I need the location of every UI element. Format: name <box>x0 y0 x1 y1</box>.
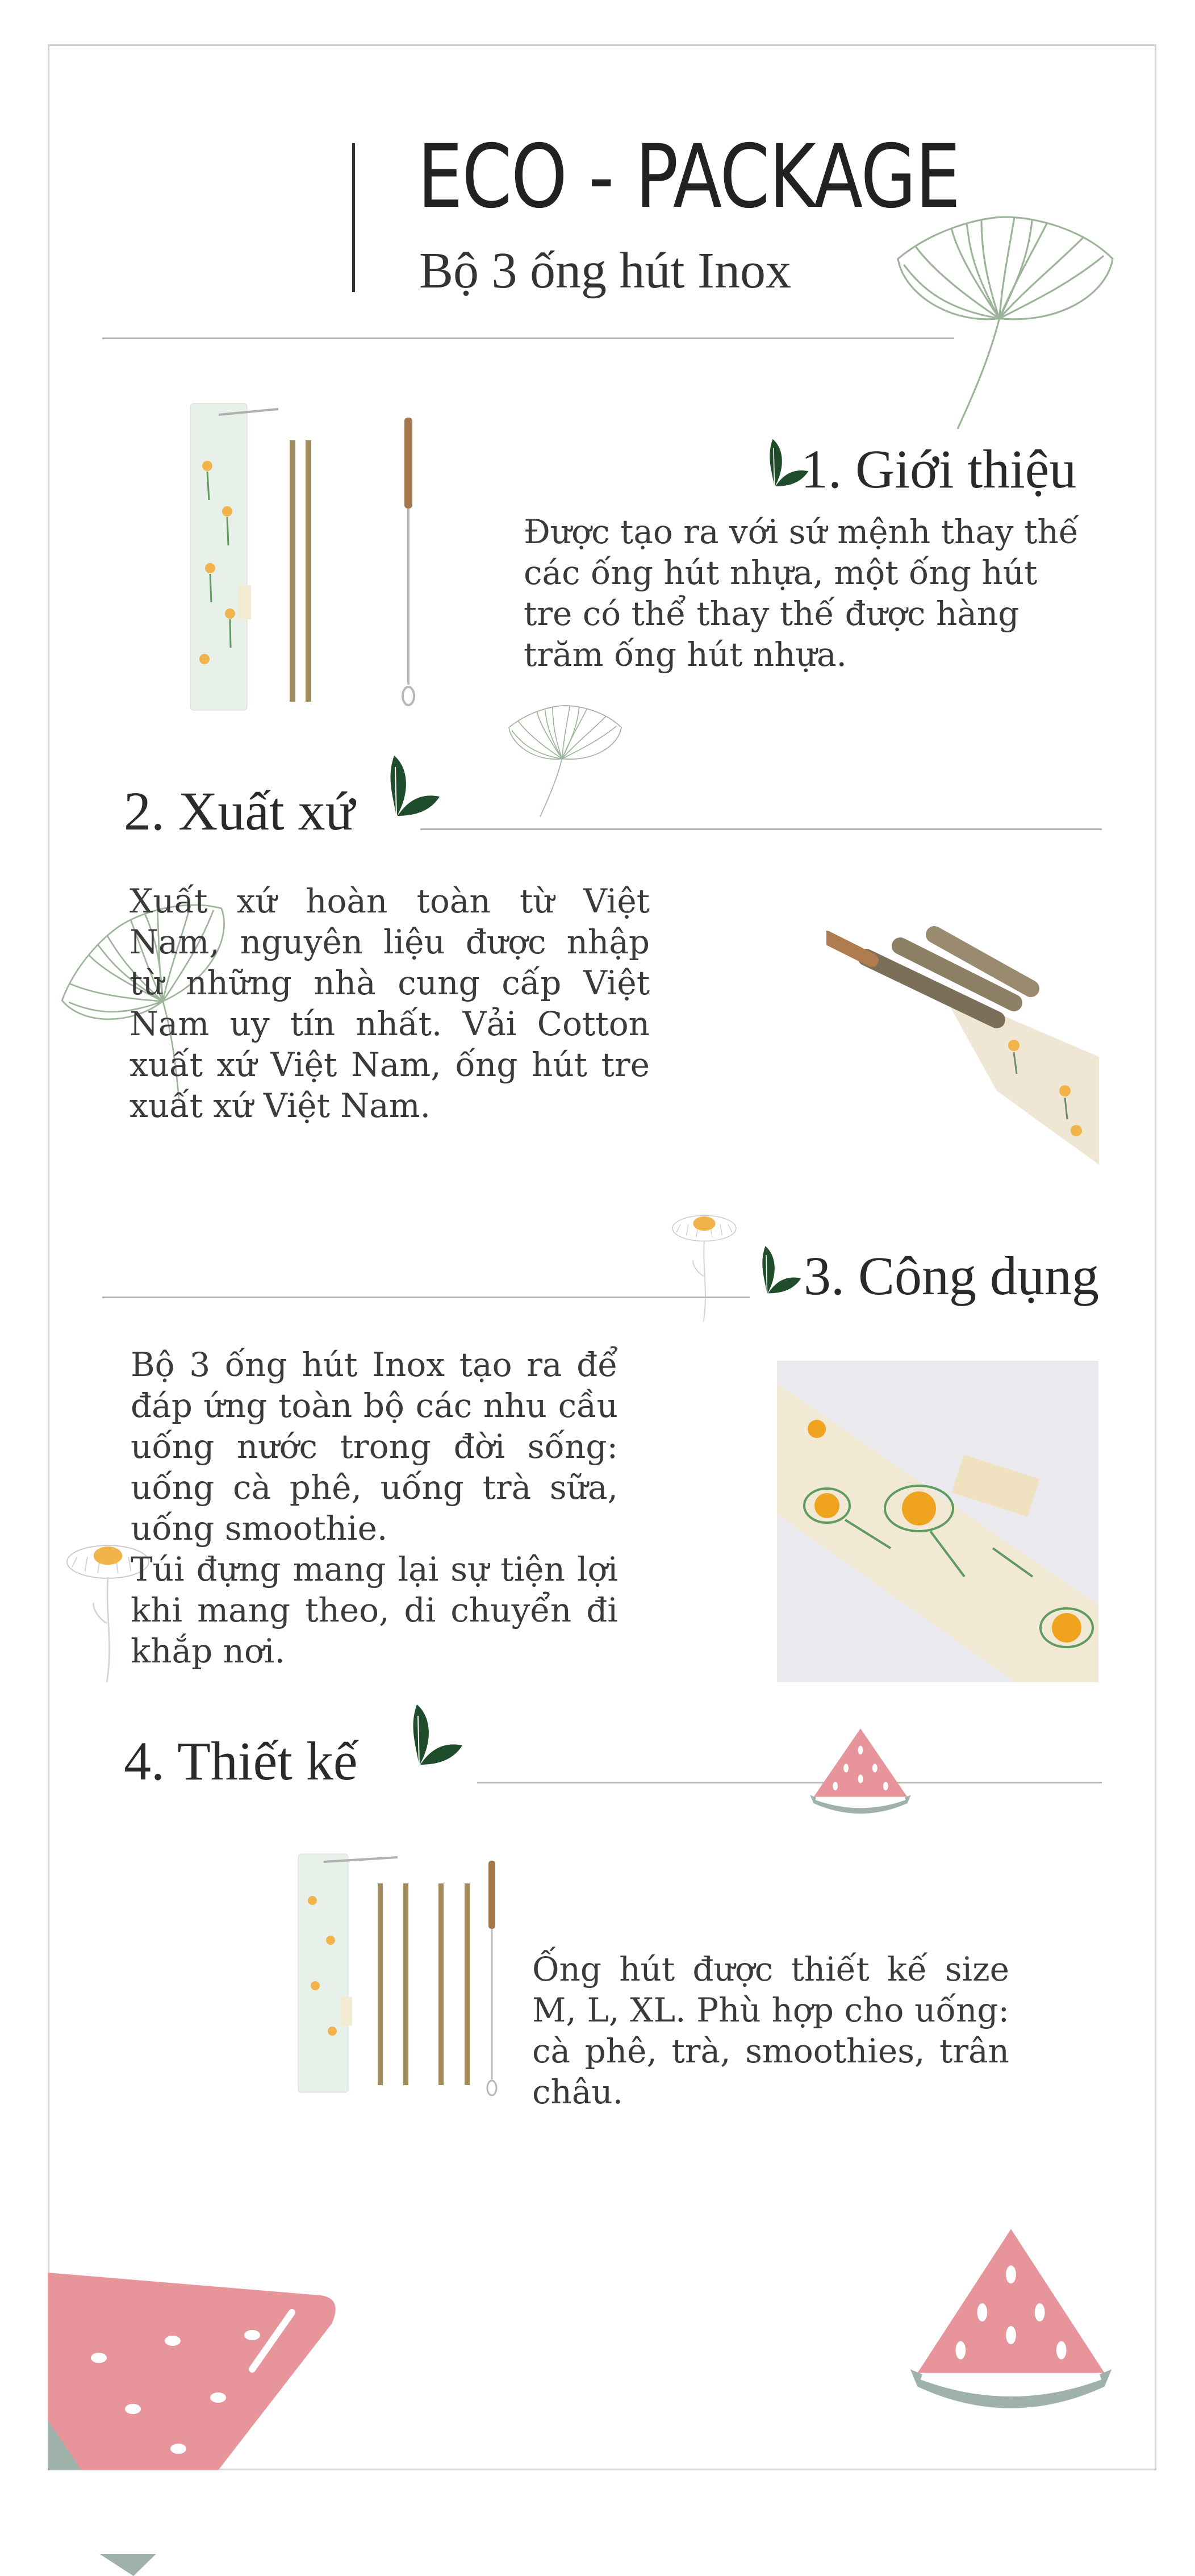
section-text-design: Ống hút được thiết kế size M, L, XL. Phù hợp cho uống: cà phê, trà, smoothies, trân châu. <box>532 1950 1009 2111</box>
straw-brush-image <box>392 418 426 707</box>
section-heading-intro: 1. Giới thiệu <box>801 439 1077 499</box>
watermelon-icon <box>807 1717 914 1819</box>
straws-in-pouch-photo <box>826 903 1099 1170</box>
straws-and-brush-image <box>432 1855 511 2099</box>
watermelon-fragment-icon <box>99 2554 156 2576</box>
pouch-closeup-photo <box>777 1361 1098 1682</box>
section-text-origin: Xuất xứ hoàn toàn từ Việt Nam, nguyên liệu được nhập từ những nhà cung cấp Việt Nam uy tín nhất. Vải Cotton xuất xứ Việt Nam, ống hút tre xuất xứ Việt Nam. <box>129 882 650 1125</box>
leaf-icon <box>363 741 443 827</box>
ginkgo-leaf-small-icon <box>500 693 630 818</box>
section-text-usage <box>131 1344 618 1672</box>
product-set-image <box>187 398 318 716</box>
section-rule <box>420 828 1102 830</box>
usage-paragraph-1: Bộ 3 ống hút Inox tạo ra để đáp ứng toàn bộ các nhu cầu uống nước trong đời sống: uống cà phê, uống trà sữa, uống smoothie. <box>131 1345 618 1548</box>
header-rule <box>102 337 954 339</box>
section-rule <box>102 1297 750 1298</box>
section-text-intro: Được tạo ra với sứ mệnh thay thế các ống hút nhựa, một ống hút tre có thể thay thế được hàng trăm ống hút nhựa. <box>524 512 1079 674</box>
product-set-image <box>295 1849 426 2099</box>
page-title: ECO - PACKAGE <box>417 126 960 228</box>
header-divider <box>352 143 355 292</box>
section-heading-design: 4. Thiết kế <box>124 1731 358 1791</box>
leaf-icon <box>386 1690 466 1775</box>
usage-paragraph-2: Túi đựng mang lại sự tiện lợi khi mang theo, di chuyển đi khắp nơi. <box>131 1550 618 1670</box>
watermelon-icon <box>48 2273 343 2470</box>
section-heading-usage: 3. Công dụng <box>804 1245 1100 1306</box>
leaf-icon <box>741 1236 804 1301</box>
daisy-flower-icon <box>665 1199 744 1329</box>
ginkgo-leaf-icon <box>875 193 1136 432</box>
watermelon-icon <box>903 2199 1119 2426</box>
section-heading-origin: 2. Xuất xứ <box>124 781 355 841</box>
section-rule <box>477 1782 1102 1783</box>
page-subtitle: Bộ 3 ống hút Inox <box>419 243 792 299</box>
